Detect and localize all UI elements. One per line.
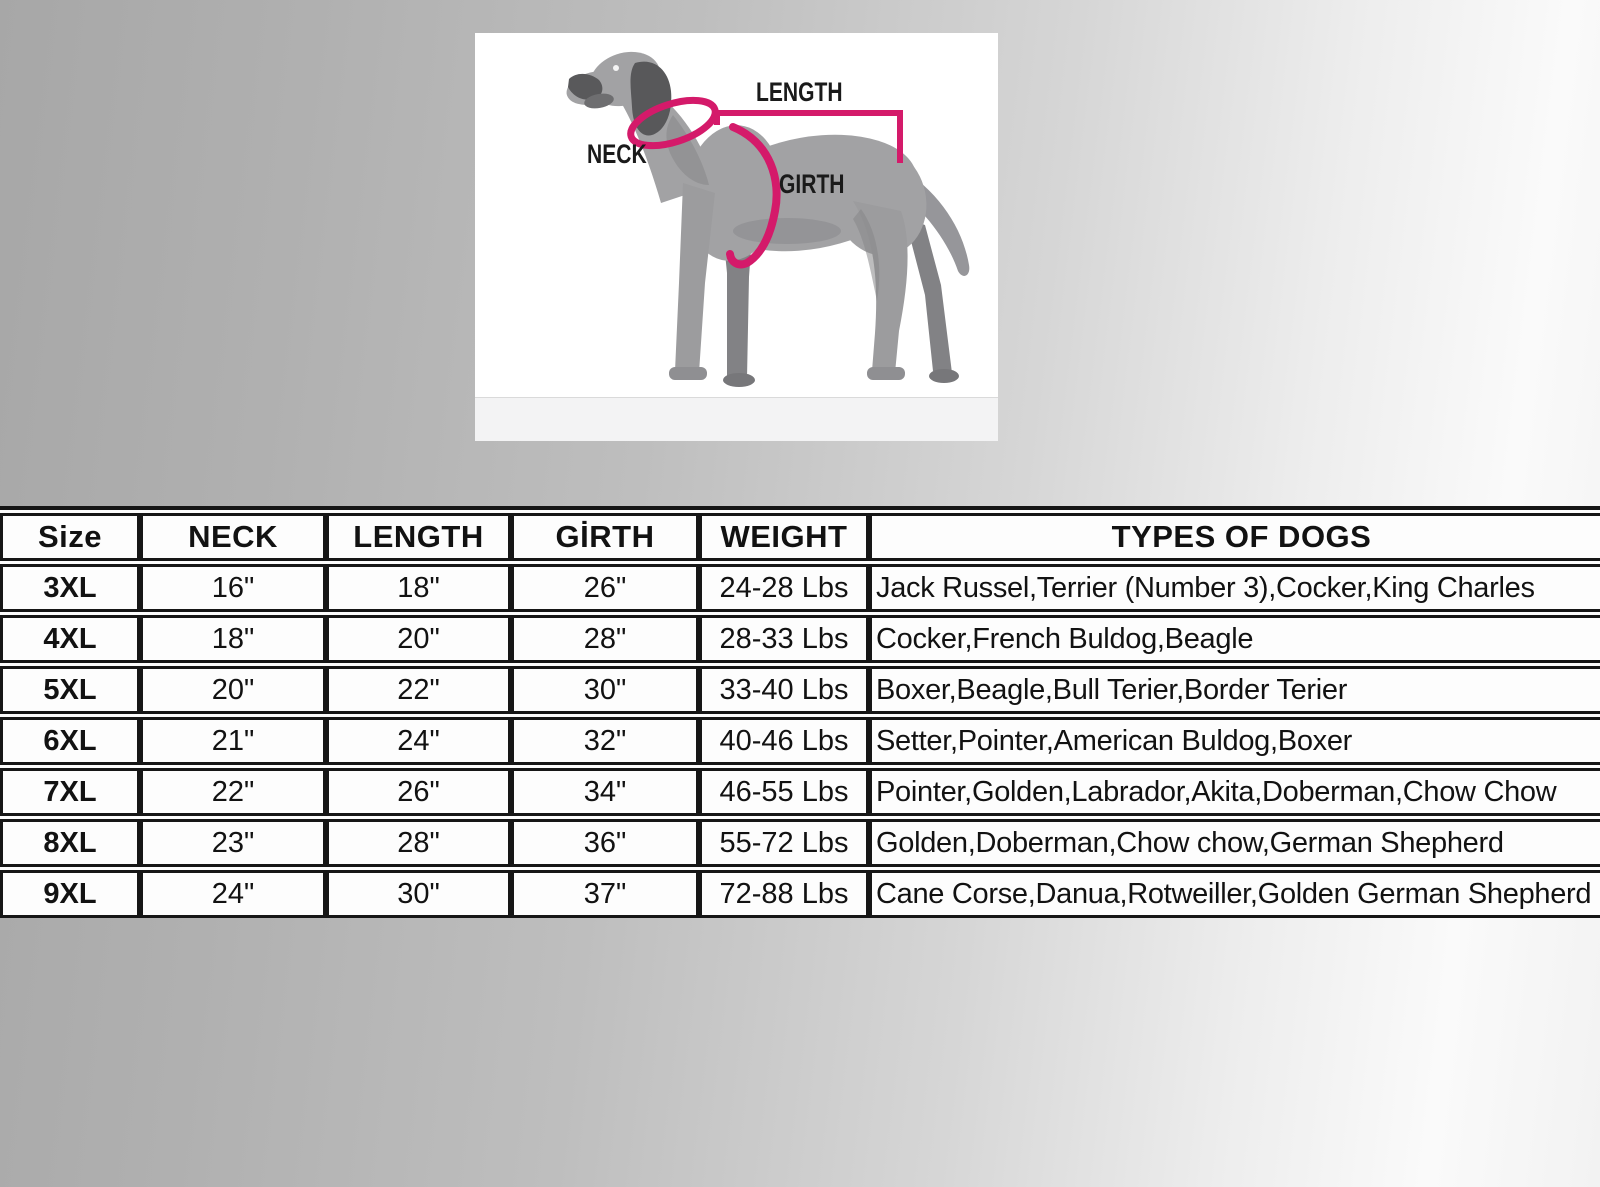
cell-neck: 16"	[140, 564, 326, 612]
cell-size: 3XL	[0, 564, 140, 612]
cell-types: Cocker,French Buldog,Beagle	[869, 615, 1600, 663]
cell-length: 18"	[326, 564, 511, 612]
cell-length: 22"	[326, 666, 511, 714]
cell-weight: 24-28 Lbs	[699, 564, 869, 612]
floor-strip	[475, 397, 998, 441]
cell-length: 24"	[326, 717, 511, 765]
size-chart-table	[0, 506, 1600, 918]
dog-eye	[613, 65, 619, 71]
header-length: LENGTH	[326, 513, 511, 561]
cell-girth: 30"	[511, 666, 699, 714]
dog-illustration	[475, 33, 998, 403]
dog-paw	[723, 373, 755, 387]
cell-weight: 72-88 Lbs	[699, 870, 869, 918]
header-neck: NECK	[140, 513, 326, 561]
cell-weight: 28-33 Lbs	[699, 615, 869, 663]
dog-belly-shade	[733, 218, 841, 244]
cell-length: 30"	[326, 870, 511, 918]
cell-weight: 40-46 Lbs	[699, 717, 869, 765]
cell-length: 26"	[326, 768, 511, 816]
cell-length: 20"	[326, 615, 511, 663]
cell-types: Cane Corse,Danua,Rotweiller,Golden German Shepherd	[869, 870, 1600, 918]
cell-size: 7XL	[0, 768, 140, 816]
table-row	[0, 564, 1600, 612]
cell-neck: 21"	[140, 717, 326, 765]
cell-size: 8XL	[0, 819, 140, 867]
cell-size: 4XL	[0, 615, 140, 663]
table-row	[0, 717, 1600, 765]
cell-size: 6XL	[0, 717, 140, 765]
neck-label: NECK	[587, 139, 647, 169]
cell-neck: 24"	[140, 870, 326, 918]
cell-types: Pointer,Golden,Labrador,Akita,Doberman,Chow Chow	[869, 768, 1600, 816]
cell-girth: 37"	[511, 870, 699, 918]
dog-paw	[669, 367, 707, 380]
cell-neck: 20"	[140, 666, 326, 714]
table-row	[0, 615, 1600, 663]
cell-neck: 22"	[140, 768, 326, 816]
girth-label: GIRTH	[779, 169, 845, 199]
cell-size: 5XL	[0, 666, 140, 714]
header-row	[0, 513, 1600, 561]
cell-girth: 36"	[511, 819, 699, 867]
cell-size: 9XL	[0, 870, 140, 918]
cell-types: Boxer,Beagle,Bull Terier,Border Terier	[869, 666, 1600, 714]
dog-paw	[867, 367, 905, 380]
header-weight: WEIGHT	[699, 513, 869, 561]
cell-types: Jack Russel,Terrier (Number 3),Cocker,King Charles	[869, 564, 1600, 612]
cell-weight: 55-72 Lbs	[699, 819, 869, 867]
cell-weight: 33-40 Lbs	[699, 666, 869, 714]
cell-length: 28"	[326, 819, 511, 867]
cell-weight: 46-55 Lbs	[699, 768, 869, 816]
table-row	[0, 870, 1600, 918]
dog-paw	[929, 369, 959, 383]
cell-girth: 34"	[511, 768, 699, 816]
measurement-diagram-card	[475, 33, 998, 440]
table-row	[0, 768, 1600, 816]
cell-girth: 32"	[511, 717, 699, 765]
table-row	[0, 666, 1600, 714]
cell-neck: 23"	[140, 819, 326, 867]
cell-girth: 28"	[511, 615, 699, 663]
table-row	[0, 819, 1600, 867]
size-chart	[0, 506, 1600, 918]
cell-types: Setter,Pointer,American Buldog,Boxer	[869, 717, 1600, 765]
cell-girth: 26"	[511, 564, 699, 612]
header-types: TYPES OF DOGS	[869, 513, 1600, 561]
header-girth: GİRTH	[511, 513, 699, 561]
cell-neck: 18"	[140, 615, 326, 663]
length-label: LENGTH	[756, 77, 843, 107]
dog-front-leg	[675, 183, 715, 373]
cell-types: Golden,Doberman,Chow chow,German Shepherd	[869, 819, 1600, 867]
header-size: Size	[0, 513, 140, 561]
